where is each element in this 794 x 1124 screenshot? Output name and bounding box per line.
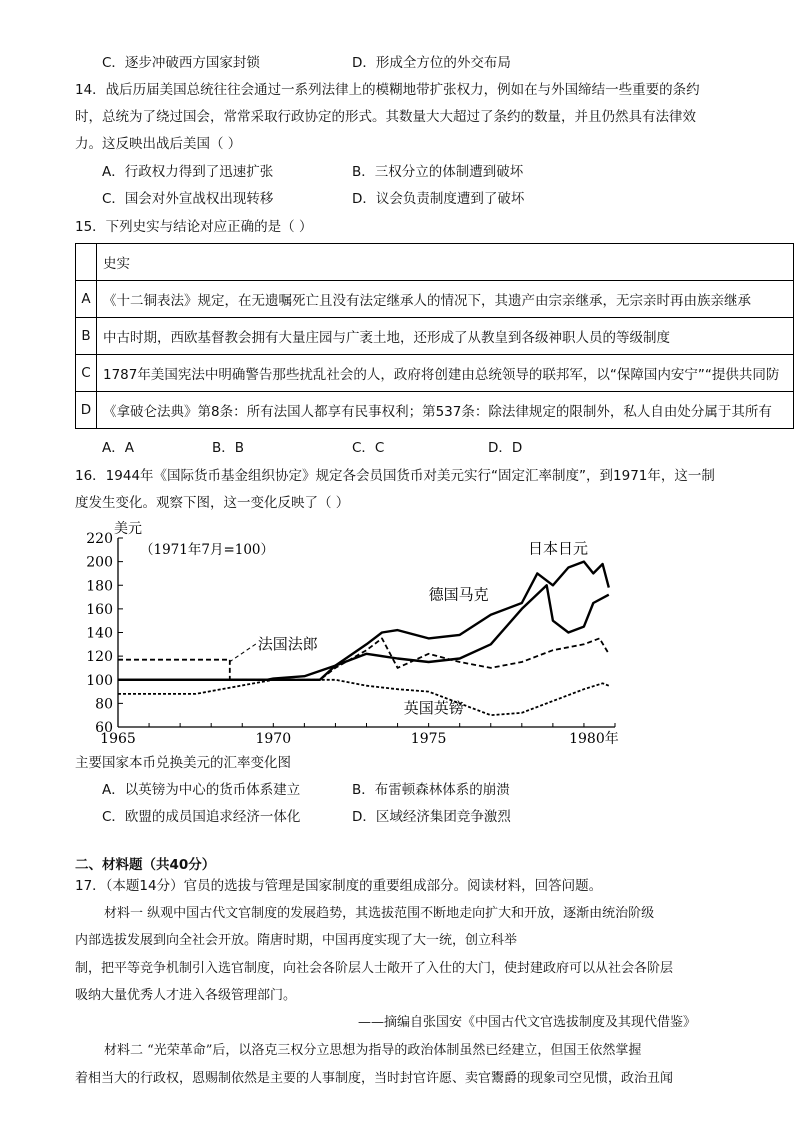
q17-material2-line2: 着相当大的行政权，恩赐制依然是主要的人事制度，当时封官许愿、卖官鬻爵的现象司空见惯，政治丑闻 xyxy=(75,1071,674,1086)
q15-header-row xyxy=(76,244,794,281)
series-label-3: 法国法郎 xyxy=(257,635,318,654)
series-line-2 xyxy=(118,562,609,680)
series-line-1 xyxy=(118,585,609,680)
series-line-4 xyxy=(118,680,609,715)
series-label-4: 英国英镑 xyxy=(403,698,464,717)
q13-option-d: D．形成全方位的外交布局 xyxy=(352,55,511,71)
x-tick-label: 1965 xyxy=(100,731,136,747)
q17-material2-line1: 材料二 “光荣革命”后，以洛克三权分立思想为指导的政治体制虽然已经建立，但国王依然掌握 xyxy=(104,1043,642,1058)
exchange-rate-chart xyxy=(70,520,630,750)
q15-option-a: A．A xyxy=(102,440,134,456)
y-tick-label: 140 xyxy=(86,625,113,642)
q17-material1-line2: 内部选拔发展到向全社会开放。隋唐时期，中国再度实现了大一统，创立科举 xyxy=(75,933,518,948)
series-label-2: 德国马克 xyxy=(428,585,489,604)
table-row xyxy=(76,355,794,392)
q15-option-b: B．B xyxy=(212,440,245,456)
y-tick-label: 160 xyxy=(86,601,113,618)
q17-material1-source: ——摘编自张国安《中国古代文官选拔制度及其现代借鉴》 xyxy=(358,1015,697,1030)
q14-stem-line3: 力。这反映出战后美国（ ） xyxy=(75,136,242,152)
q16-stem-line2: 度发生变化。观察下图，这一变化反映了（ ） xyxy=(75,495,350,511)
table-row xyxy=(76,318,794,355)
q17-material1-line1: 材料一 纵观中国古代文官制度的发展趋势，其选拔范围不断地走向扩大和开放，逐渐由统治阶级 xyxy=(104,906,655,921)
q15-row-key: D xyxy=(76,392,97,429)
q14-option-c: C．国会对外宣战权出现转移 xyxy=(102,191,274,207)
y-tick-label: 120 xyxy=(86,649,113,666)
q15-row-key: A xyxy=(76,281,97,318)
q15-row-key: B xyxy=(76,318,97,355)
chart-series-lines xyxy=(118,562,609,716)
q17-material1-line3: 制，把平等竞争机制引入选官制度，向社会各阶层人士敞开了入仕的大门，使封建政府可以从社会各阶层 xyxy=(75,961,674,976)
y-tick-label: 180 xyxy=(86,578,113,595)
q16-option-a: A．以英镑为中心的货币体系建立 xyxy=(102,782,301,798)
y-tick-label: 100 xyxy=(86,672,113,689)
q15-table xyxy=(75,243,794,429)
q16-option-d: D．区域经济集团竞争激烈 xyxy=(352,809,511,825)
q14-stem-line1: 14．战后历届美国总统往往会通过一系列法律上的模糊地带扩张权力，例如在与外国缔结一些重要的条约 xyxy=(75,82,700,98)
chart-y-axis xyxy=(86,531,123,736)
x-tick-label: 1970 xyxy=(255,731,292,747)
q17-stem: 17．（本题14分）官员的选拔与管理是国家制度的重要组成部分。阅读材料，回答问题。 xyxy=(75,878,603,894)
x-tick-label: 1975 xyxy=(410,731,447,747)
chart-caption: 主要国家本币兑换美元的汇率变化图 xyxy=(75,755,291,771)
y-tick-label: 200 xyxy=(86,554,113,571)
x-tick-label: 1980年 xyxy=(569,731,619,747)
q15-row-text: 《拿破仑法典》第8条：所有法国人都享有民事权利；第537条：除法律规定的限制外，私人自由处分属于其所有 xyxy=(97,392,794,429)
q14-option-b: B．三权分立的体制遭到破坏 xyxy=(352,164,524,180)
q16-stem-line1: 16．1944年《国际货币基金组织协定》规定各会员国货币对美元实行“固定汇率制度”，到1971年，这一制 xyxy=(75,468,715,484)
series-line-3 xyxy=(118,638,609,679)
q16-option-b: B．布雷顿森林体系的崩溃 xyxy=(352,782,510,798)
series-label-1: 日本日元 xyxy=(528,539,589,558)
chart-note: （1971年7月=100） xyxy=(140,542,275,558)
table-row xyxy=(76,392,794,429)
q15-header-key xyxy=(76,244,97,281)
q15-header: 史实 xyxy=(97,244,794,281)
y-tick-label: 80 xyxy=(95,696,113,713)
q15-option-d: D．D xyxy=(488,440,523,456)
q15-stem: 15．下列史实与结论对应正确的是（ ） xyxy=(75,219,313,235)
y-tick-label: 220 xyxy=(86,531,113,547)
table-row xyxy=(76,281,794,318)
chart-ylabel: 美元 xyxy=(114,521,142,537)
q17-material1-line4: 吸纳大量优秀人才进入各级管理部门。 xyxy=(75,988,297,1003)
q15-row-text: 《十二铜表法》规定，在无遗嘱死亡且没有法定继承人的情况下，其遗产由宗亲继承，无宗亲时再由族亲继承 xyxy=(97,281,794,318)
label-leader-line xyxy=(230,644,256,662)
q15-option-c: C．C xyxy=(352,440,385,456)
y-tick-label: 60 xyxy=(95,720,113,736)
q15-row-text: 1787年美国宪法中明确警告那些扰乱社会的人，政府将创建由总统领导的联邦军，以“保障国内安宁”“提供共同防 xyxy=(97,355,794,392)
q15-row-text: 中古时期，西欧基督教会拥有大量庄园与广袤土地，还形成了从教皇到各级神职人员的等级制度 xyxy=(97,318,794,355)
q13-option-c: C．逐步冲破西方国家封锁 xyxy=(102,55,260,71)
chart-x-axis xyxy=(100,723,619,747)
q14-option-d: D．议会负责制度遭到了破坏 xyxy=(352,191,525,207)
q16-option-c: C．欧盟的成员国追求经济一体化 xyxy=(102,809,301,825)
q14-stem-line2: 时，总统为了绕过国会，常常采取行政协定的形式。其数量大大超过了条约的数量，并且仍然具有法律效 xyxy=(75,109,696,125)
section-title: 二、材料题（共40分） xyxy=(75,857,216,873)
q15-row-key: C xyxy=(76,355,97,392)
q14-option-a: A．行政权力得到了迅速扩张 xyxy=(102,164,274,180)
